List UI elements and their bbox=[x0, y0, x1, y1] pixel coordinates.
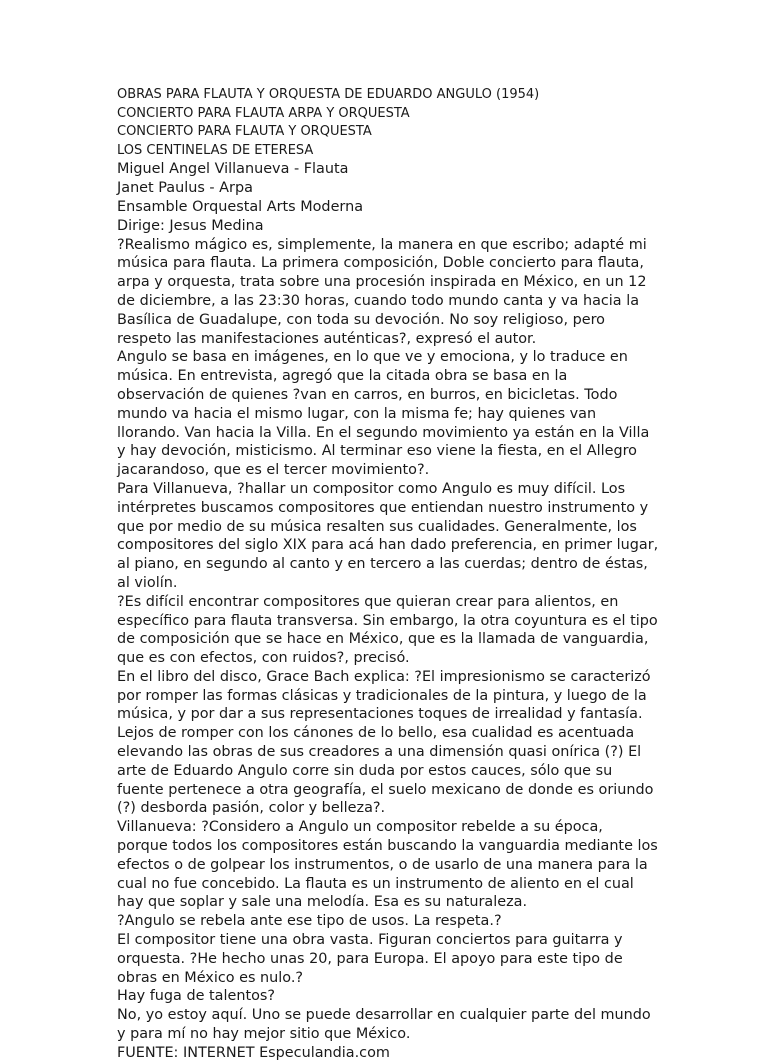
header-line: LOS CENTINELAS DE ETERESA bbox=[117, 142, 314, 158]
text-line: específico para flauta transversa. Sin embargo, la otra coyuntura es el tipo bbox=[117, 612, 658, 629]
text-line: mundo va hacia el mismo lugar, con la misma fe; hay quienes van bbox=[117, 405, 597, 422]
text-line: hay que soplar y sale una melodía. Esa es su naturaleza. bbox=[117, 894, 528, 911]
text-line: El compositor tiene una obra vasta. Figuran conciertos para guitarra y bbox=[117, 932, 623, 949]
text-line: que por medio de su música resalten sus cualidades. Generalmente, los bbox=[117, 518, 637, 535]
text-line: arte de Eduardo Angulo corre sin duda por estos cauces, sólo que su bbox=[117, 762, 613, 779]
text-line: jacarandoso, que es el tercer movimiento?. bbox=[117, 462, 430, 479]
text-line: música. En entrevista, agregó que la citada obra se basa en la bbox=[117, 368, 568, 385]
text-line: arpa y orquesta, trata sobre una procesión inspirada en México, en un 12 bbox=[117, 274, 647, 291]
text-line: llorando. Van hacia la Villa. En el segundo movimiento ya están en la Villa bbox=[117, 424, 650, 441]
text-line: orquesta. ?He hecho unas 20, para Europa. El apoyo para este tipo de bbox=[117, 950, 623, 967]
text-line: que es con efectos, con ruidos?, precisó. bbox=[117, 650, 410, 667]
text-line: Hay fuga de talentos? bbox=[117, 988, 276, 1005]
paragraph bbox=[117, 160, 637, 179]
text-line: y hay devoción, misticismo. Al terminar eso viene la fiesta, en el Allegro bbox=[117, 443, 637, 460]
text-line: Miguel Angel Villanueva - Flauta bbox=[117, 161, 349, 178]
text-line: elevando las obras de sus creadores a una dimensión quasi onírica (?) El bbox=[117, 744, 642, 761]
text-line: al piano, en segundo al canto y en tercero a las cuerdas; dentro de éstas, bbox=[117, 556, 648, 573]
text-line: fuente pertenece a otra geografía, el suelo mexicano de donde es oriundo bbox=[117, 781, 654, 798]
text-line: No, yo estoy aquí. Uno se puede desarrollar en cualquier parte del mundo bbox=[117, 1007, 651, 1024]
paragraph bbox=[117, 1044, 637, 1063]
text-line: Angulo se basa en imágenes, en lo que ve y emociona, y lo traduce en bbox=[117, 349, 628, 366]
paragraph bbox=[117, 818, 658, 912]
text-line: y para mí no hay mejor sitio que México. bbox=[117, 1026, 411, 1043]
text-line: música, y por dar a sus representaciones toques de irrealidad y fantasía. bbox=[117, 706, 643, 723]
text-line: por romper las formas clásicas y tradicionales de la pintura, y luego de la bbox=[117, 687, 647, 704]
text-line: Janet Paulus - Arpa bbox=[117, 180, 253, 197]
article-text bbox=[117, 86, 659, 1063]
text-line: música para flauta. La primera composición, Doble concierto para flauta, bbox=[117, 255, 644, 272]
paragraph bbox=[117, 236, 647, 349]
paragraph bbox=[117, 987, 637, 1006]
paragraph bbox=[117, 593, 658, 668]
text-line: de diciembre, a las 23:30 horas, cuando todo mundo canta y va hacia la bbox=[117, 292, 640, 309]
text-line: obras en México es nulo.? bbox=[117, 969, 304, 986]
text-line: porque todos los compositores están buscando la vanguardia mediante los bbox=[117, 838, 658, 855]
text-line: cual no fue concebido. La flauta es un instrumento de aliento en el cual bbox=[117, 875, 634, 892]
header-line: CONCIERTO PARA FLAUTA Y ORQUESTA bbox=[117, 124, 372, 140]
paragraph bbox=[117, 912, 637, 931]
text-line: intérpretes buscamos compositores que entiendan nuestro instrumento y bbox=[117, 499, 649, 516]
text-line: de composición que se hace en México, que es la llamada de vanguardia, bbox=[117, 631, 649, 648]
text-line: respeto las manifestaciones auténticas?, expresó el autor. bbox=[117, 330, 537, 347]
text-line: al violín. bbox=[117, 574, 178, 591]
paragraph bbox=[117, 668, 654, 818]
paragraph bbox=[117, 217, 637, 236]
text-line: Dirige: Jesus Medina bbox=[117, 217, 264, 234]
text-line: Para Villanueva, ?hallar un compositor como Angulo es muy difícil. Los bbox=[117, 480, 626, 497]
text-line: observación de quienes ?van en carros, en burros, en bicicletas. Todo bbox=[117, 386, 618, 403]
article-body bbox=[117, 160, 659, 1062]
paragraph bbox=[117, 179, 637, 198]
text-line: Lejos de romper con los cánones de lo bello, esa cualidad es acentuada bbox=[117, 725, 635, 742]
text-line: ?Realismo mágico es, simplemente, la manera en que escribo; adapté mi bbox=[117, 236, 647, 253]
header-line: CONCIERTO PARA FLAUTA ARPA Y ORQUESTA bbox=[117, 105, 410, 121]
text-line: FUENTE: INTERNET Especulandia.com bbox=[117, 1044, 390, 1061]
paragraph bbox=[117, 931, 637, 987]
text-line: efectos o de golpear los instrumentos, o de usarlo de una manera para la bbox=[117, 856, 648, 873]
header-line: OBRAS PARA FLAUTA Y ORQUESTA DE EDUARDO ANGULO (1954) bbox=[117, 87, 540, 102]
text-line: Ensamble Orquestal Arts Moderna bbox=[117, 198, 364, 215]
text-line: ?Angulo se rebela ante ese tipo de usos. La respeta.? bbox=[117, 913, 502, 930]
text-line: Villanueva: ?Considero a Angulo un compositor rebelde a su época, bbox=[117, 819, 603, 836]
paragraph bbox=[117, 1006, 651, 1044]
text-line: compositores del siglo XIX para acá han dado preferencia, en primer lugar, bbox=[117, 537, 659, 554]
text-line: (?) desborda pasión, color y belleza?. bbox=[117, 800, 386, 817]
text-line: En el libro del disco, Grace Bach explica: ?El impresionismo se caracterizó bbox=[117, 668, 651, 685]
paragraph bbox=[117, 480, 659, 593]
paragraph bbox=[117, 348, 650, 480]
paragraph bbox=[117, 198, 637, 217]
text-line: ?Es difícil encontrar compositores que quieran crear para alientos, en bbox=[117, 593, 619, 610]
text-line: Basílica de Guadalupe, con toda su devoción. No soy religioso, pero bbox=[117, 311, 605, 328]
